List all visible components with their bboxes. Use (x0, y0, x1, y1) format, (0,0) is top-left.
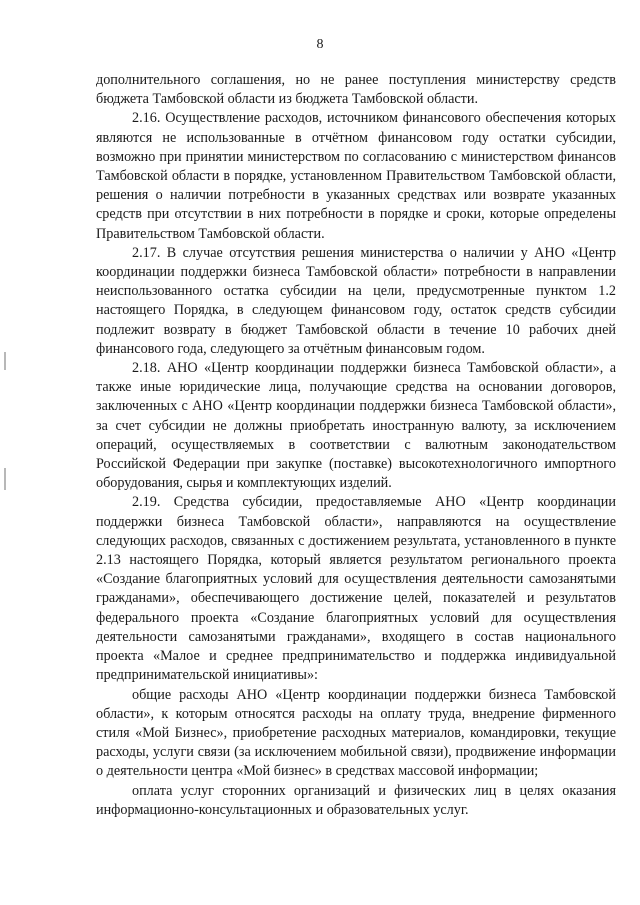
paragraph-2-18: 2.18. АНО «Центр координации поддержки бизнеса Тамбовской области», а также иные юридические лица, получающие средства на основании договоров, заключенных с АНО «Центр координации поддержки бизнеса Тамбовской области», за счет субсидии не должны приобретать иностранную валюту, за исключением операций, осуществляемых в соответствии с валютным законодательством Российской Федерации при закупке (поставке) высокотехнологичного импортного оборудования, сырья и комплектующих изделий. (96, 360, 616, 492)
scan-margin-mark (4, 352, 6, 370)
paragraph-continuation: дополнительного соглашения, но не ранее поступления министерству средств бюджета Тамбовской области из бюджета Тамбовской области. (96, 72, 616, 108)
document-body (96, 71, 616, 820)
list-item-general-expenses: общие расходы АНО «Центр координации поддержки бизнеса Тамбовской области», к которым относятся расходы на оплату труда, внедрение фирменного стиля «Мой Бизнес», приобретение расходных материалов, командировки, текущие расходы, услуги связи (за исключением мобильной связи), продвижение информации о деятельности центра «Мой бизнес» в средствах массовой информации; (96, 686, 616, 780)
paragraph-2-16: 2.16. Осуществление расходов, источником финансового обеспечения которых являются не использованные в отчётном финансовом году остатки субсидии, возможно при принятии министерством по согласованию с министерством финансов Тамбовской области в порядке, установленном Правительством Тамбовской области, решения о наличии потребности в указанных средствах или возврате указанных средств при отсутствии в них потребности в порядке и сроки, которые определены Правительством Тамбовской области. (96, 110, 616, 242)
paragraph-2-19: 2.19. Средства субсидии, предоставляемые АНО «Центр координации поддержки бизнеса Тамбовской области», направляются на осуществление следующих расходов, связанных с достижением результата, установленного в пункте 2.13 настоящего Порядка, который является результатом регионального проекта «Создание благоприятных условий для осуществления деятельности самозанятыми гражданами», обеспечивающего достижение целей, показателей и результатов федерального проекта «Создание благоприятных условий для осуществления деятельности самозанятыми гражданами», входящего в состав национального проекта «Малое и среднее предпринимательство и поддержка индивидуальной предпринимательской инициативы»: (96, 494, 616, 684)
paragraph-2-17: 2.17. В случае отсутствия решения министерства о наличии у АНО «Центр координации поддержки бизнеса Тамбовской области» потребности в направлении неиспользованного остатка субсидии на цели, предусмотренные пунктом 1.2 настоящего Порядка, в следующем финансовом году, остаток средств субсидии подлежит возврату в бюджет Тамбовской области в течение 10 рабочих дней финансового года, следующего за отчётным финансовым годом. (96, 244, 616, 357)
page-number: 8 (316, 37, 324, 52)
list-item-third-party-services: оплата услуг сторонних организаций и физических лиц в целях оказания информационно-консультационных и образовательных услуг. (96, 782, 616, 818)
scan-margin-mark (4, 468, 6, 490)
